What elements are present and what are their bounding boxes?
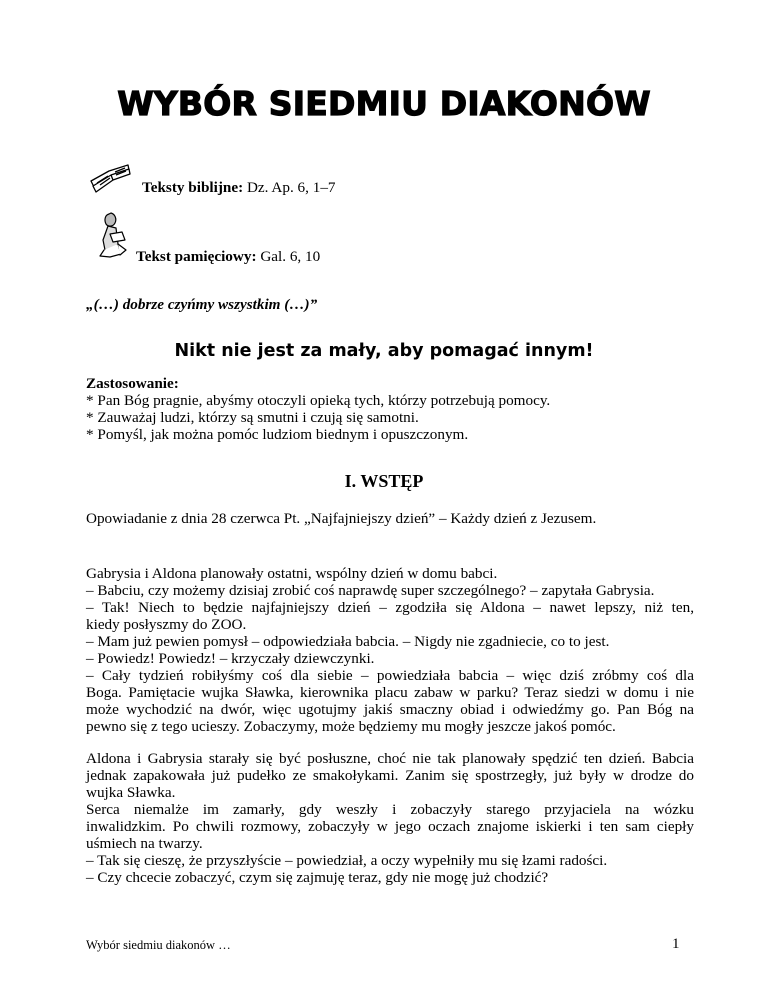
story-paragraph-1 — [86, 565, 694, 735]
text-line: może wychodzić na dwór, więc ugotujmy jakiś smaczny obiad i odwiedźmy go. Pan Bóg na — [86, 701, 694, 718]
text-line: Gabrysia i Aldona planowały ostatni, wspólny dzień w domu babci. — [86, 565, 498, 582]
text-line: kiedy posłyszmy do ZOO. — [86, 616, 247, 633]
text-line: uśmiech na twarzy. — [86, 835, 203, 852]
text-line: – Tak! Niech to będzie najfajniejszy dzień – zgodziła się Aldona – nawet lepszy, niż ten, — [86, 599, 694, 616]
story-paragraph-2 — [86, 750, 694, 886]
page-number: 1 — [672, 936, 680, 952]
footer-running-title: Wybór siedmiu diakonów … — [86, 938, 231, 952]
text-line: inwalidzkim. Po chwili rozmowy, zobaczyły w jego oczach znajome iskierki i ten sam ciepły — [86, 818, 694, 835]
text-line: – Mam już pewien pomysł – odpowiedziała babcia. – Nigdy nie zgadniecie, co to jest. — [86, 633, 610, 650]
text-line: – Powiedz! Powiedz! – krzyczały dziewczynki. — [86, 650, 375, 667]
text-line: – Tak się cieszę, że przyszłyście – powiedział, a oczy wypełniły mu się łzami radości. — [86, 852, 608, 869]
text-line: – Czy chcecie zobaczyć, czym się zajmuję teraz, gdy nie mogę już chodzić? — [86, 869, 549, 886]
memory-verse-line — [136, 248, 320, 265]
application-block — [86, 375, 696, 443]
story-source-line: Opowiadanie z dnia 28 czerwca Pt. „Najfajniejszy dzień” – Każdy dzień z Jezusem. — [86, 510, 597, 527]
biblical-texts-line — [142, 179, 336, 196]
reading-child-icon — [96, 210, 132, 260]
biblical-texts-label: Teksty biblijne: — [142, 179, 244, 196]
page-title: WYBÓR SIEDMIU DIAKONÓW — [117, 84, 651, 123]
application-item: * Zauważaj ludzi, którzy są smutni i czują się samotni. — [86, 409, 419, 426]
lesson-motto: Nikt nie jest za mały, aby pomagać innym! — [174, 341, 594, 361]
memory-verse-quote: „(…) dobrze czyńmy wszystkim (…)” — [86, 296, 318, 313]
biblical-texts-value: Dz. Ap. 6, 1–7 — [243, 179, 336, 196]
memory-verse-label: Tekst pamięciowy: — [136, 248, 257, 265]
application-item: * Pomyśl, jak można pomóc ludziom biednym i opuszczonym. — [86, 426, 469, 443]
text-line: – Babciu, czy możemy dzisiaj zrobić coś naprawdę super szczególnego? – zapytała Gabrysia. — [86, 582, 655, 599]
text-line: Aldona i Gabrysia starały się być posłuszne, choć nie tak planowały spędzić ten dzień. Babcia — [86, 750, 694, 767]
text-line: Serca niemalże im zamarły, gdy weszły i zobaczyły starego przyjaciela na wózku — [86, 801, 694, 818]
open-book-icon — [88, 161, 132, 195]
memory-verse-value: Gal. 6, 10 — [256, 248, 321, 265]
text-line: Boga. Pamiętacie wujka Sławka, kierownika placu zabaw w parku? Teraz siedzi w domu i nie — [86, 684, 694, 701]
text-line: pewno się z tego ucieszy. Zobaczymy, może będziemy mu mogły jeszcze jakoś pomóc. — [86, 718, 616, 735]
text-line: wujka Sławka. — [86, 784, 176, 801]
text-line: – Cały tydzień robiłyśmy coś dla siebie – powiedziała babcia – więc dziś zróbmy coś dla — [86, 667, 694, 684]
text-line: jednak zapakowała już pudełko ze smakołykami. Zanim się spostrzegły, już były w drodze do — [86, 767, 694, 784]
application-label: Zastosowanie: — [86, 375, 179, 392]
section-heading: I. WSTĘP — [344, 471, 424, 491]
application-item: * Pan Bóg pragnie, abyśmy otoczyli opieką tych, którzy potrzebują pomocy. — [86, 392, 551, 409]
